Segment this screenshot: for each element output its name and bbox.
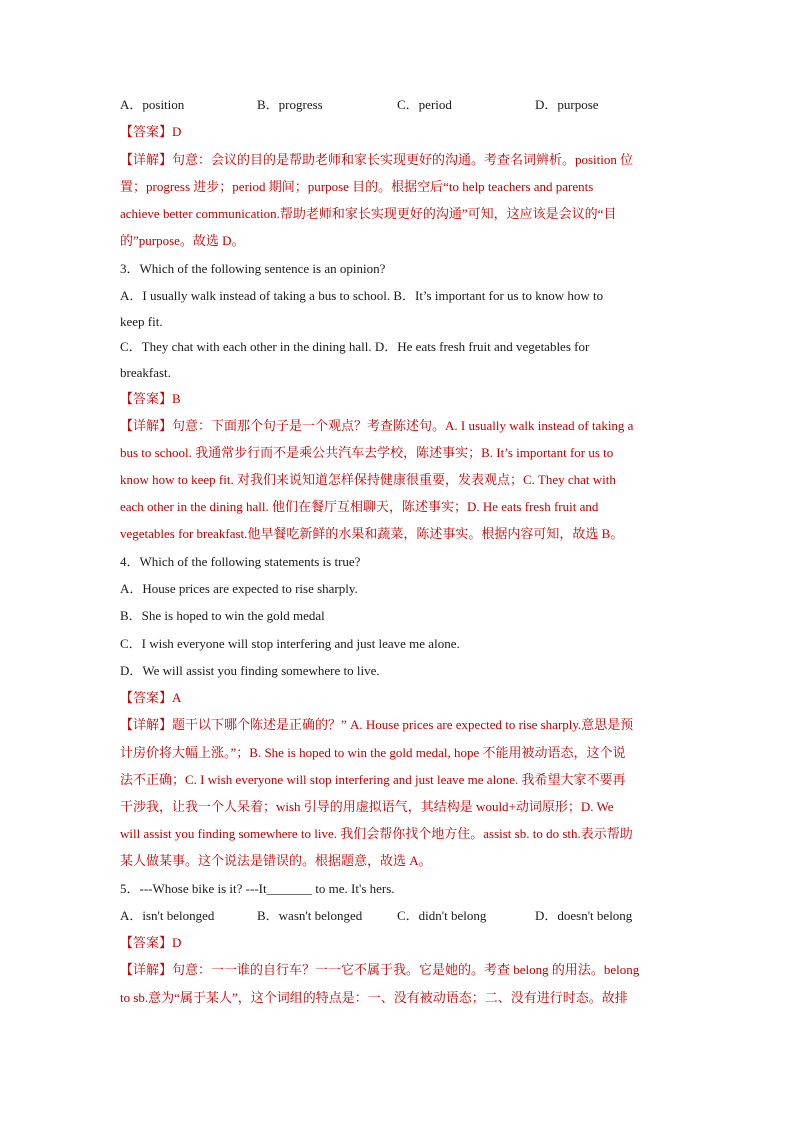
q2-explain-line: 的”purpose。故选 D。	[120, 233, 245, 248]
q4-explain-line: 计房价将大幅上涨。”；B. She is hoped to win the gold medal, hope 不能用被动语态，这个说	[120, 745, 626, 760]
q4-explain-line: 干涉我，让我一个人呆着；wish 引导的用虚拟语气，其结构是 would+动词原形；D. We	[120, 799, 614, 814]
q4-explain-line: 法不正确；C. I wish everyone will stop interfering and just leave me alone. 我希望大家不要再	[120, 772, 626, 787]
q4-explain-line: 【详解】题干以下哪个陈述是正确的？” A. House prices are expected to rise sharply.意思是预	[120, 717, 634, 732]
q3-options-ab-cont: keep fit.	[120, 314, 163, 329]
q2-explain-line: 【详解】句意：会议的目的是帮助老师和家长实现更好的沟通。考查名词辨析。position 位	[120, 152, 634, 167]
q3-options-ab: A．I usually walk instead of taking a bus to school. B．It’s important for us to know how to	[120, 288, 604, 303]
q4-stem: 4．Which of the following statements is true?	[120, 554, 361, 569]
q3-options-cd: C．They chat with each other in the dining hall. D．He eats fresh fruit and vegetables for	[120, 339, 590, 354]
q3-explain-line: vegetables for breakfast.他早餐吃新鲜的水果和蔬菜，陈述事实。根据内容可知，故选 B。	[120, 526, 624, 541]
q2-explain-line: 置；progress 进步；period 期间；purpose 目的。根据空后“to help teachers and parents	[120, 179, 594, 194]
q3-options-cd-cont: breakfast.	[120, 365, 171, 380]
q4-explain-line: will assist you finding somewhere to live. 我们会帮你找个地方住。assist sb. to do sth.表示帮助	[120, 826, 633, 841]
q4-option-d: D．We will assist you finding somewhere to live.	[120, 663, 380, 678]
q4-option-a: A．House prices are expected to rise sharply.	[120, 581, 358, 596]
q3-explain-line: bus to school. 我通常步行而不是乘公共汽车去学校，陈述事实；B. It’s important for us to	[120, 445, 614, 460]
q2-option-d: D．purpose	[535, 97, 599, 112]
q3-explain-line: each other in the dining hall. 他们在餐厅互相聊天，陈述事实；D. He eats fresh fruit and	[120, 499, 599, 514]
q4-answer: 【答案】A	[120, 690, 182, 705]
q5-answer: 【答案】D	[120, 935, 182, 950]
q3-answer: 【答案】B	[120, 391, 181, 406]
q2-option-a: A．position	[120, 97, 185, 112]
q5-explain-line: to sb.意为“属于某人”，这个词组的特点是：一、没有被动语态；二、没有进行时态。故排	[120, 990, 628, 1005]
q5-option-a: A．isn't belonged	[120, 908, 215, 923]
q2-option-b: B．progress	[257, 97, 323, 112]
q5-stem: 5．---Whose bike is it? ---It_______ to me. It's hers.	[120, 881, 395, 896]
q2-option-c: C．period	[397, 97, 452, 112]
q4-explain-line: 某人做某事。这个说法是错误的。根据题意，故选 A。	[120, 853, 432, 868]
q3-explain-line: 【详解】句意：下面那个句子是一个观点？考查陈述句。A. I usually walk instead of taking a	[120, 418, 634, 433]
q5-option-d: D．doesn't belong	[535, 908, 633, 923]
q5-option-c: C．didn't belong	[397, 908, 487, 923]
q4-option-c: C．I wish everyone will stop interfering and just leave me alone.	[120, 636, 460, 651]
q2-explain-line: achieve better communication.帮助老师和家长实现更好的沟通”可知，这应该是会议的“目	[120, 206, 617, 221]
q5-explain-line: 【详解】句意：一一谁的自行车？一一它不属于我。它是她的。考查 belong 的用法。belong	[120, 962, 640, 977]
q4-option-b: B．She is hoped to win the gold medal	[120, 608, 325, 623]
q2-answer: 【答案】D	[120, 124, 182, 139]
q3-explain-line: know how to keep fit. 对我们来说知道怎样保持健康很重要，发表观点；C. They chat with	[120, 472, 616, 487]
q5-option-b: B．wasn't belonged	[257, 908, 363, 923]
q3-stem: 3．Which of the following sentence is an opinion?	[120, 261, 386, 276]
